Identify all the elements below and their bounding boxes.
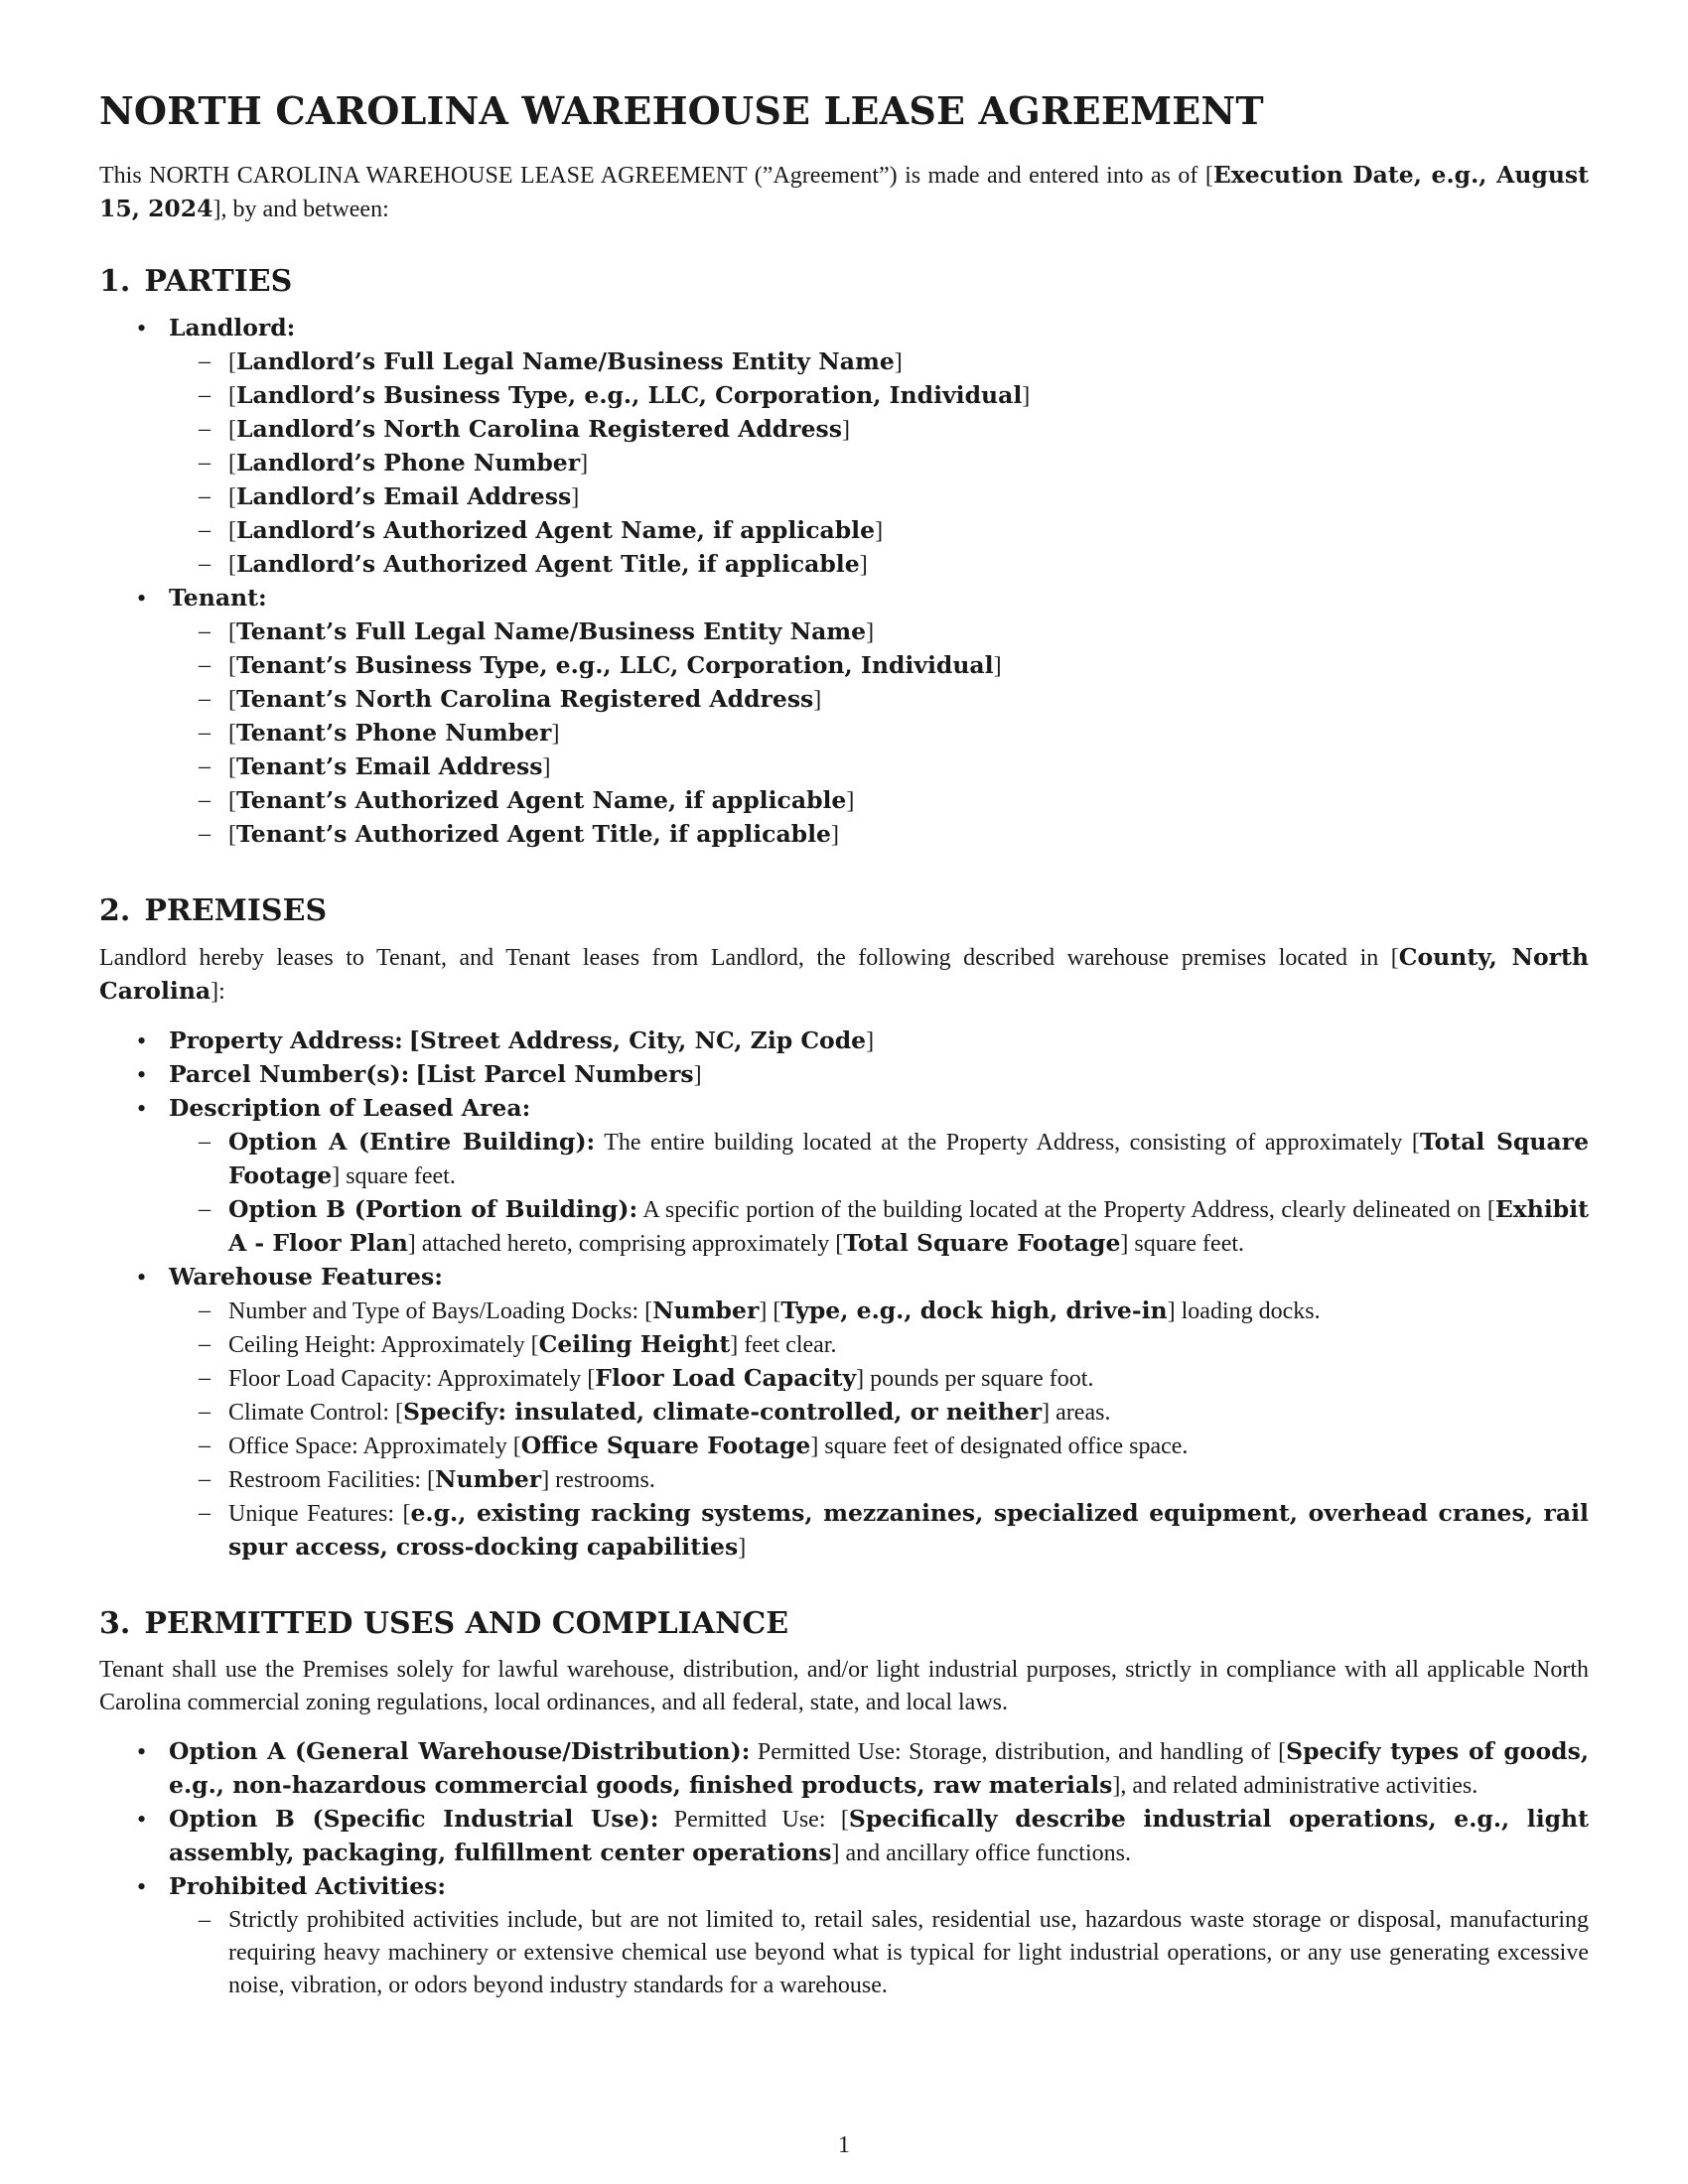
- parcel-number-item: • Parcel Number(s): [List Parcel Numbers]: [99, 1058, 1589, 1092]
- option-b-specific-industrial: • Option B (Specific Industrial Use): Permitted Use: [Specifically describe industrial operations, e.g., light assembly, packaging, fulfillment center operations] and ancillary office functions.: [99, 1803, 1589, 1870]
- list-item: – Office Space: Approximately [Office Square Footage] square feet of designated office space.: [169, 1430, 1589, 1463]
- intro-paragraph: [99, 159, 1589, 226]
- prohibited-activities-item: • Prohibited Activities: – Strictly prohibited activities include, but are not limited to, retail sales, residential use, hazardous waste storage or disposal, manufacturing requiring heavy machinery or extensive chemical use beyond what is typical for light industrial operations, or any use generating excessive noise, vibration, or odors beyond industry standards for a warehouse.: [99, 1870, 1589, 2002]
- tenant-details: [169, 615, 1589, 852]
- list-item: – Number and Type of Bays/Loading Docks: [Number] [Type, e.g., dock high, drive-in] loading docks.: [169, 1295, 1589, 1328]
- prohibited-activities-list: [169, 1904, 1589, 2002]
- permitted-uses-intro: Tenant shall use the Premises solely for lawful warehouse, distribution, and/or light industrial purposes, strictly in compliance with all applicable North Carolina commercial zoning regulations, local ordinances, and all federal, state, and local laws.: [99, 1657, 1589, 1715]
- premises-list: [99, 1024, 1589, 1565]
- page-number: 1: [838, 2132, 850, 2158]
- intro-text: This NORTH CAROLINA WAREHOUSE LEASE AGREEMENT (”Agreement”) is made and entered into as of [: [99, 163, 1213, 189]
- intro-text-end: ], by and between:: [212, 197, 389, 222]
- permitted-uses-list: [99, 1735, 1589, 2002]
- document-page: [99, 87, 1589, 2002]
- warehouse-features-list: [169, 1295, 1589, 1565]
- list-item: – [Tenant’s North Carolina Registered Address]: [169, 683, 1589, 717]
- list-item: – [Tenant’s Email Address]: [169, 751, 1589, 784]
- list-item: – Strictly prohibited activities include, but are not limited to, retail sales, residential use, hazardous waste storage or disposal, manufacturing requiring heavy machinery or extensive chemical use beyond what is typical for light industrial operations, or any use generating excessive noise, vibration, or odors beyond industry standards for a warehouse.: [169, 1904, 1589, 2002]
- list-item: – [Landlord’s Email Address]: [169, 480, 1589, 514]
- option-a-entire-building: – Option A (Entire Building): The entire building located at the Property Address, consisting of approximately [Total Square Footage] square feet.: [169, 1126, 1589, 1193]
- list-item: – Floor Load Capacity: Approximately [Floor Load Capacity] pounds per square foot.: [169, 1362, 1589, 1396]
- tenant-item: • Tenant: – [Tenant’s Full Legal Name/Business Entity Name] – [Tenant’s Business Type, e.g., LLC, Corporation, Individual] – [Tenant’s North Carolina Registered Address] – [Tenant’s Phone Number] – [Tenant’s Email Address] – [Tenant’s Authorized Agent Name, if applicable] – [Tenant’s Authorized Agent Title, if applicable]: [99, 582, 1589, 852]
- parties-list: [99, 312, 1589, 852]
- list-item: – [Tenant’s Phone Number]: [169, 717, 1589, 751]
- landlord-item: • Landlord: – [Landlord’s Full Legal Name/Business Entity Name] – [Landlord’s Business Type, e.g., LLC, Corporation, Individual] – [Landlord’s North Carolina Registered Address] – [Landlord’s Phone Number] – [Landlord’s Email Address] – [Landlord’s Authorized Agent Name, if applicable] – [Landlord’s Authorized Agent Title, if applicable]: [99, 312, 1589, 582]
- list-item: – [Landlord’s North Carolina Registered Address]: [169, 413, 1589, 447]
- premises-intro: Landlord hereby leases to Tenant, and Tenant leases from Landlord, the following described warehouse premises located in [County, North Carolina]:: [99, 943, 1589, 1005]
- list-item: – Climate Control: [Specify: insulated, climate-controlled, or neither] areas.: [169, 1396, 1589, 1430]
- list-item: – [Tenant’s Authorized Agent Name, if applicable]: [169, 784, 1589, 818]
- list-item: – [Landlord’s Authorized Agent Name, if applicable]: [169, 514, 1589, 548]
- leased-area-item: • Description of Leased Area: – Option A (Entire Building): The entire building located at the Property Address, consisting of approximately [Total Square Footage] square feet. – Option B (Portion of Building): A specific portion of the building located at the Property Address, clearly delineated on [Exhibit A - Floor Plan] attached hereto, comprising approximately [Total Square Footage] square feet.: [99, 1092, 1589, 1261]
- document-title: NORTH CAROLINA WAREHOUSE LEASE AGREEMENT: [99, 88, 1264, 133]
- list-item: – [Landlord’s Phone Number]: [169, 447, 1589, 480]
- section-2-heading: 2. PREMISES: [99, 893, 328, 928]
- property-address-item: • Property Address: [Street Address, City, NC, Zip Code]: [99, 1024, 1589, 1058]
- section-3-heading: 3. PERMITTED USES AND COMPLIANCE: [99, 1606, 789, 1641]
- list-item: – [Landlord’s Business Type, e.g., LLC, Corporation, Individual]: [169, 379, 1589, 413]
- list-item: – [Tenant’s Business Type, e.g., LLC, Corporation, Individual]: [169, 649, 1589, 683]
- list-item: – [Tenant’s Authorized Agent Title, if applicable]: [169, 818, 1589, 852]
- execution-date-placeholder: Execution Date, e.g., August 15, 2024: [99, 161, 1590, 222]
- section-1-heading: 1. PARTIES: [99, 264, 293, 299]
- list-item: – Restroom Facilities: [Number] restrooms.: [169, 1463, 1589, 1497]
- list-item: – [Landlord’s Full Legal Name/Business Entity Name]: [169, 345, 1589, 379]
- list-item: – Unique Features: [e.g., existing racking systems, mezzanines, specialized equipment, overhead cranes, rail spur access, cross-docking capabilities]: [169, 1497, 1589, 1565]
- list-item: – [Tenant’s Full Legal Name/Business Entity Name]: [169, 615, 1589, 649]
- landlord-details: [169, 345, 1589, 582]
- option-a-general-warehouse: • Option A (General Warehouse/Distribution): Permitted Use: Storage, distribution, and handling of [Specify types of goods, e.g., non-hazardous commercial goods, finished products, raw materials], and related administrative activities.: [99, 1735, 1589, 1803]
- warehouse-features-item: • Warehouse Features: – Number and Type of Bays/Loading Docks: [Number] [Type, e.g., dock high, drive-in] loading docks. – Ceiling Height: Approximately [Ceiling Height] feet clear. – Floor Load Capacity: Approximately [Floor Load Capacity] pounds per square foot. – Climate Control: [Specify: insulated, climate-controlled, or neither] areas. – Office Space: Approximately [Office Square Footage] square feet of designated office space. – Restroom Facilities: [Number] restrooms. – Unique Features: [e.g., existing racking systems, mezzanines, specialized equipment, overhead cranes, rail spur access, cross-docking capabilities]: [99, 1261, 1589, 1565]
- option-b-portion-of-building: – Option B (Portion of Building): A specific portion of the building located at the Property Address, clearly delineated on [Exhibit A - Floor Plan] attached hereto, comprising approximately [Total Square Footage] square feet.: [169, 1193, 1589, 1261]
- list-item: – Ceiling Height: Approximately [Ceiling Height] feet clear.: [169, 1328, 1589, 1362]
- leased-area-options: [169, 1126, 1589, 1261]
- list-item: – [Landlord’s Authorized Agent Title, if applicable]: [169, 548, 1589, 582]
